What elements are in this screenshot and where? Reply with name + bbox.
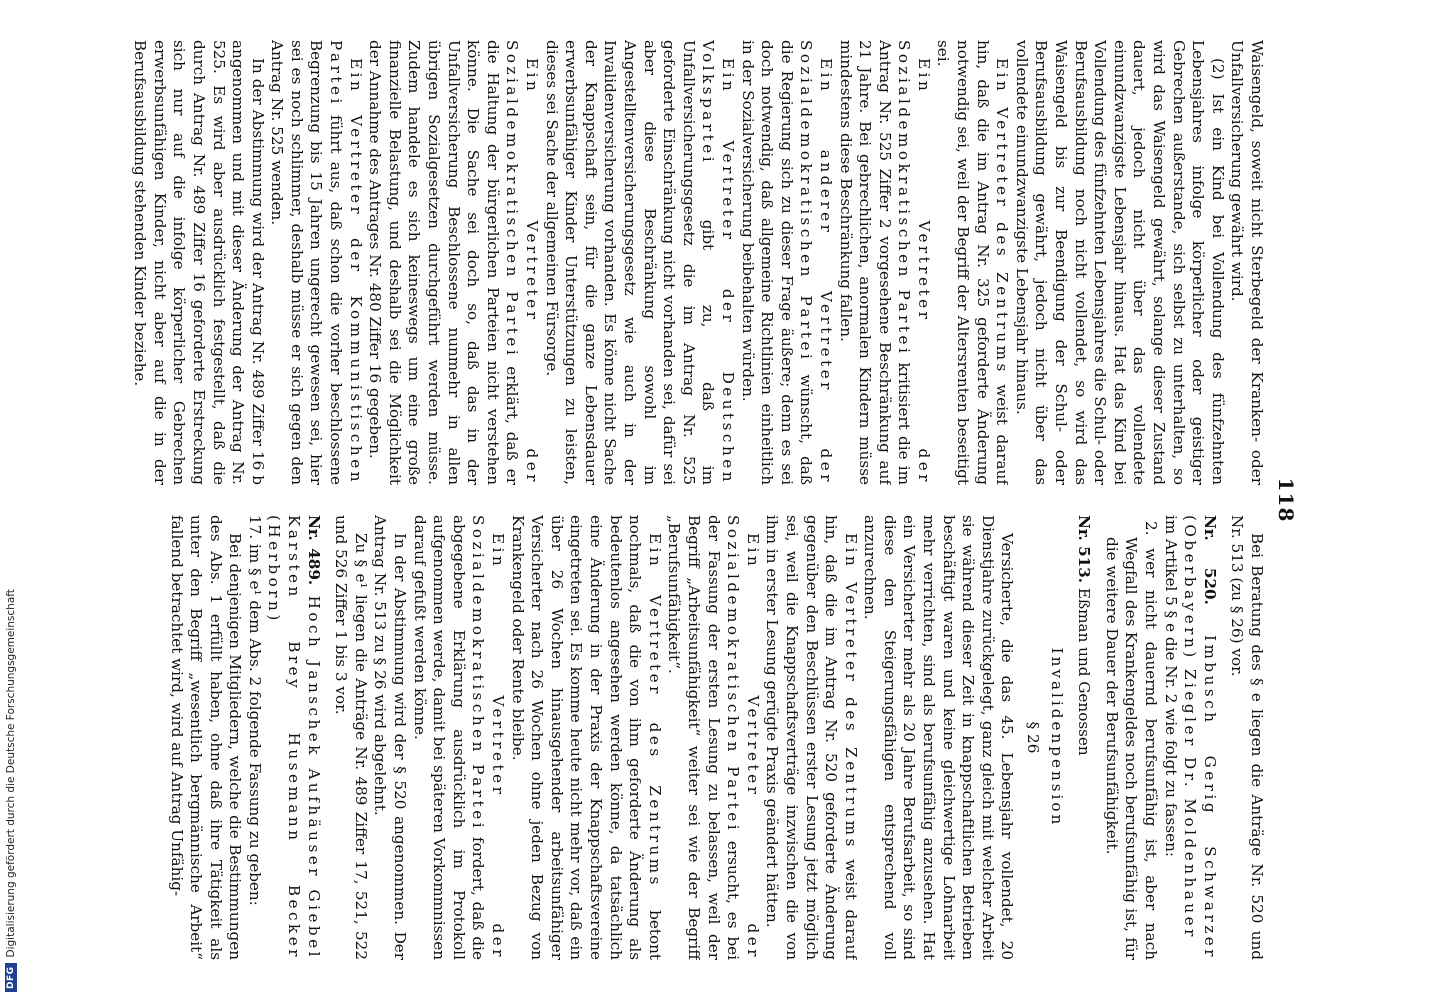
paragraph: Zu § e¹ liegen die Anträge Nr. 489 Ziffer 17, 521, 522 und 526 Ziffer 1 bis 3 vor. — [332, 515, 370, 960]
paragraph: Bei Beratung des § e liegen die Anträge Nr. 520 und Nr. 513 (zu § 26) vor. — [1228, 515, 1266, 960]
paragraph: Ein anderer Vertreter der Sozialdemokratischen Partei wünscht, daß die Regierung sich zu dieser Frage äußere; denn es sei doch notwendig, daß allgemeine Richtlinien einheitlich in der Sozialversicherung beibehalten würden. — [738, 40, 835, 485]
speaker: Ein Vertreter der Deutschen Volkspartei — [699, 40, 737, 485]
paragraph: (2) Ist ein Kind bei Vollendung des fünfzehnten Lebensjahres infolge körperlicher oder geistiger Gebrechen außerstande, sich selbst zu unterhalten, so wird das Waisengeld gewährt, solange dieser Zustand dauert, jedoch nicht über das vollendete einundzwanzigste Lebensjahr hinaus. Hat das Kind bei Vollendung des fünfzehnten Lebensjahres die Schul- oder Berufsausbildung noch nicht vollendet, so wird das Waisengeld bis zur Beendigung der Schul- oder Berufsausbildung gewährt, jedoch nicht über das vollendete einundzwanzigste Lebensjahr hinaus. — [1012, 40, 1227, 485]
digitization-footer — [0, 0, 22, 1000]
paragraph: Ein Vertreter der Kommunistischen Partei führt aus, daß schon die vorher beschlossene Begrenzung bis 15 Jahren ungerecht gewesen sei, hier sei es noch schlimmer, deshalb müsse er sich gegen den Antrag Nr. 525 wenden. — [268, 40, 365, 485]
motion-number: Nr. 489. — [304, 515, 323, 586]
paragraph: Waisengeld, soweit nicht Sterbegeld der Kranken- oder Unfallversicherung gewährt wird. — [1228, 40, 1266, 485]
paragraph: In der Abstimmung wird der Antrag Nr. 489 Ziffer 16 b angenommen und mit dieser Änderung der Antrag Nr. 525. Es wird aber ausdrücklich festgestellt, daß die durch Antrag Nr. 489 Ziffer 16 geforderte Erstreckung sich nur auf die infolge körperlicher Gebrechen erwerbsunfähigen Kinder, nicht aber auf die in der Berufsausbildung stehenden Kinder beziehe. — [131, 40, 267, 485]
speaker: Ein Vertreter des Zentrums — [645, 533, 664, 888]
motion-header: Nr. 513. Eßman und Genossen — [1075, 515, 1094, 756]
speaker: Ein Vertreter der Kommunistischen Partei — [327, 40, 365, 485]
paragraph: Ein Vertreter des Zentrums weist darauf hin, daß die im Antrag Nr. 325 geforderte Änderung notwendig sei, weil der Begriff der Altersrenten beseitigt sei. — [934, 40, 1012, 485]
speaker: Ein Vertreter der Sozialdemokratischen Partei — [503, 40, 542, 485]
paragraph: Ein Vertreter der Sozialdemokratischen Partei kritisiert die im Antrag Nr. 525 Ziffer 2 vorgesehene Beschränkung auf 21 Jahre. Bei gebrechlichen, anormalen Kindern müsse mindestens diese Beschränkung fallen. — [836, 40, 933, 485]
speaker: Ein Vertreter der Sozialdemokratischen Partei — [469, 515, 508, 960]
motion-header: Nr. 520. Imbusch Gerig Schwarzer (Oberbayern) Ziegler Dr. Moldenhauer — [1181, 515, 1219, 960]
section-heading: Invalidenpension — [1047, 647, 1066, 828]
paragraph: In der Abstimmung wird der § 520 angenommen. Der Antrag Nr. 513 zu § 26 wird abgelehnt. — [371, 515, 410, 960]
speaker: Ein Vertreter der Sozialdemokratischen Partei — [724, 515, 762, 960]
motion-number: Nr. 520. — [1200, 515, 1219, 605]
paragraph: Ein Vertreter der Sozialdemokratischen Partei fordert, daß die abgegebene Erklärung ausdrücklich im Protokoll aufgenommen werde, damit bei späteren Vorkommnissen darauf gefußt werden könne. — [410, 515, 508, 960]
paragraph: Ein Vertreter des Zentrums betont nochmals, daß die von ihm geforderte Änderung als bedeutenlos angesehen werden könne, da tatsächlich eine Änderung in der Praxis der Knappschaftsvereine eingetreten sei. Es komme heute nicht mehr vor, daß ein über 26 Wochen hinausgehender arbeitsunfähiger Versicherter nach 26 Wochen ohne jeden Bezug von Krankengeld oder Rente bleibe. — [508, 515, 664, 960]
speaker: Ein anderer Vertreter der Sozialdemokratischen Partei — [797, 40, 835, 485]
left-column — [16, 40, 1266, 485]
footer-text: Digitalisierung gefördert durch die Deutsche Forschungsgemeinschaft — [5, 589, 17, 958]
motion-number: Nr. 513. — [1075, 515, 1094, 584]
speaker: Ein Vertreter des Zentrums — [841, 533, 860, 850]
text-columns — [16, 40, 1266, 960]
paragraph: Versicherte, die das 45. Lebensjahr vollendet, 20 Dienstjahre zurückgelegt, ganz gleich mit welcher Arbeit sie während dieser Zeit in knappschaftlichen Betrieben beschäftigt waren und keine gleichwertige Lohnarbeit mehr verrichten, sind als berufsunfähig anzusehen. Hat ein Versicherter mehr als 20 Jahre Berufsarbeit, so sind diese den Steigerungsfähigen entsprechend voll anzurechnen. — [861, 515, 1017, 960]
dfg-logo: DFG — [5, 963, 17, 992]
paragraph: Ein Vertreter der Sozialdemokratischen Partei ersucht, es bei der Fassung der ersten Lesung zu belassen, weil der Begriff „Arbeitsunfähigkeit“ weiter sei wie der Begriff „Berufsunfähigkeit“. — [665, 515, 762, 960]
speaker: Ein Vertreter des Zentrums — [993, 58, 1012, 375]
scanned-page — [10, 0, 1320, 1000]
motion-header: Nr. 489. Hoch Janschek Aufhäuser Giebel Karsten Brey Husemann Becker (Herborn) — [265, 515, 323, 960]
paragraph: Ein Vertreter der Sozialdemokratischen Partei erklärt, daß er die Haltung der bürgerlichen Parteien nicht verstehen könne. Die Sache sei doch so, daß das in der Unfallversicherung Beschlossene nunmehr in allen übrigen Sozialgesetzen durchgeführt werden müsse. Zudem handele es sich keineswegs um eine große finanzielle Belastung, und deshalb sei die Möglichkeit der Annahme des Antrages Nr. 480 Ziffer 16 gegeben. — [366, 40, 542, 485]
paragraph: Ein Vertreter der Deutschen Volkspartei gibt zu, daß im Unfallversicherungsgesetz die im Antrag Nr. 525 geforderte Einschränkung nicht vorhanden sei, dafür sei aber diese Beschränkung sowohl im Angestelltenversicherungsgesetz wie auch in der Invalidenversicherung vorhanden. Es könne nicht Sache der Knappschaft sein, für die ganze Lebensdauer erwerbsunfähiger Kinder Unterstützungen zu leisten, dieses sei Sache der allgemeinen Fürsorge. — [542, 40, 737, 485]
paragraph: Ein Vertreter des Zentrums weist darauf hin, daß die im Antrag Nr. 520 geforderte Änderung gegenüber den Beschlüssen erster Lesung jetzt möglich sei, weil die Knappschaftsverträge inzwischen die von ihm in erster Lesung gerügte Praxis geändert hätten. — [763, 515, 860, 960]
paragraph: im Artikel 5 § e die Nr. 2 wie folgt zu fassen: — [1161, 515, 1180, 858]
paragraph: Bei denjenigen Mitgliedern, welche die Bestimmungen des Abs. 1 erfüllt haben, ohne daß ihre Tätigkeit als unter den Begriff „wesentlich bergmännische Arbeit“ fallend betrachtet wird, wird auf Antrag Unfähig- — [167, 515, 245, 960]
section-sign: § 26 — [1024, 721, 1043, 754]
right-column — [16, 515, 1266, 960]
speaker: Ein Vertreter der Sozialdemokratischen Partei — [895, 40, 933, 485]
page-number: 118 — [1274, 477, 1298, 523]
paragraph: 17. im § e¹ dem Abs. 2 folgende Fassung zu geben: — [245, 515, 264, 906]
list-item: 2. wer nicht dauernd berufsunfähig ist, aber nach Wegfall des Krankengeldes noch berufsunfähig ist, für die weitere Dauer der Berufsunfähigkeit. — [1102, 521, 1161, 960]
